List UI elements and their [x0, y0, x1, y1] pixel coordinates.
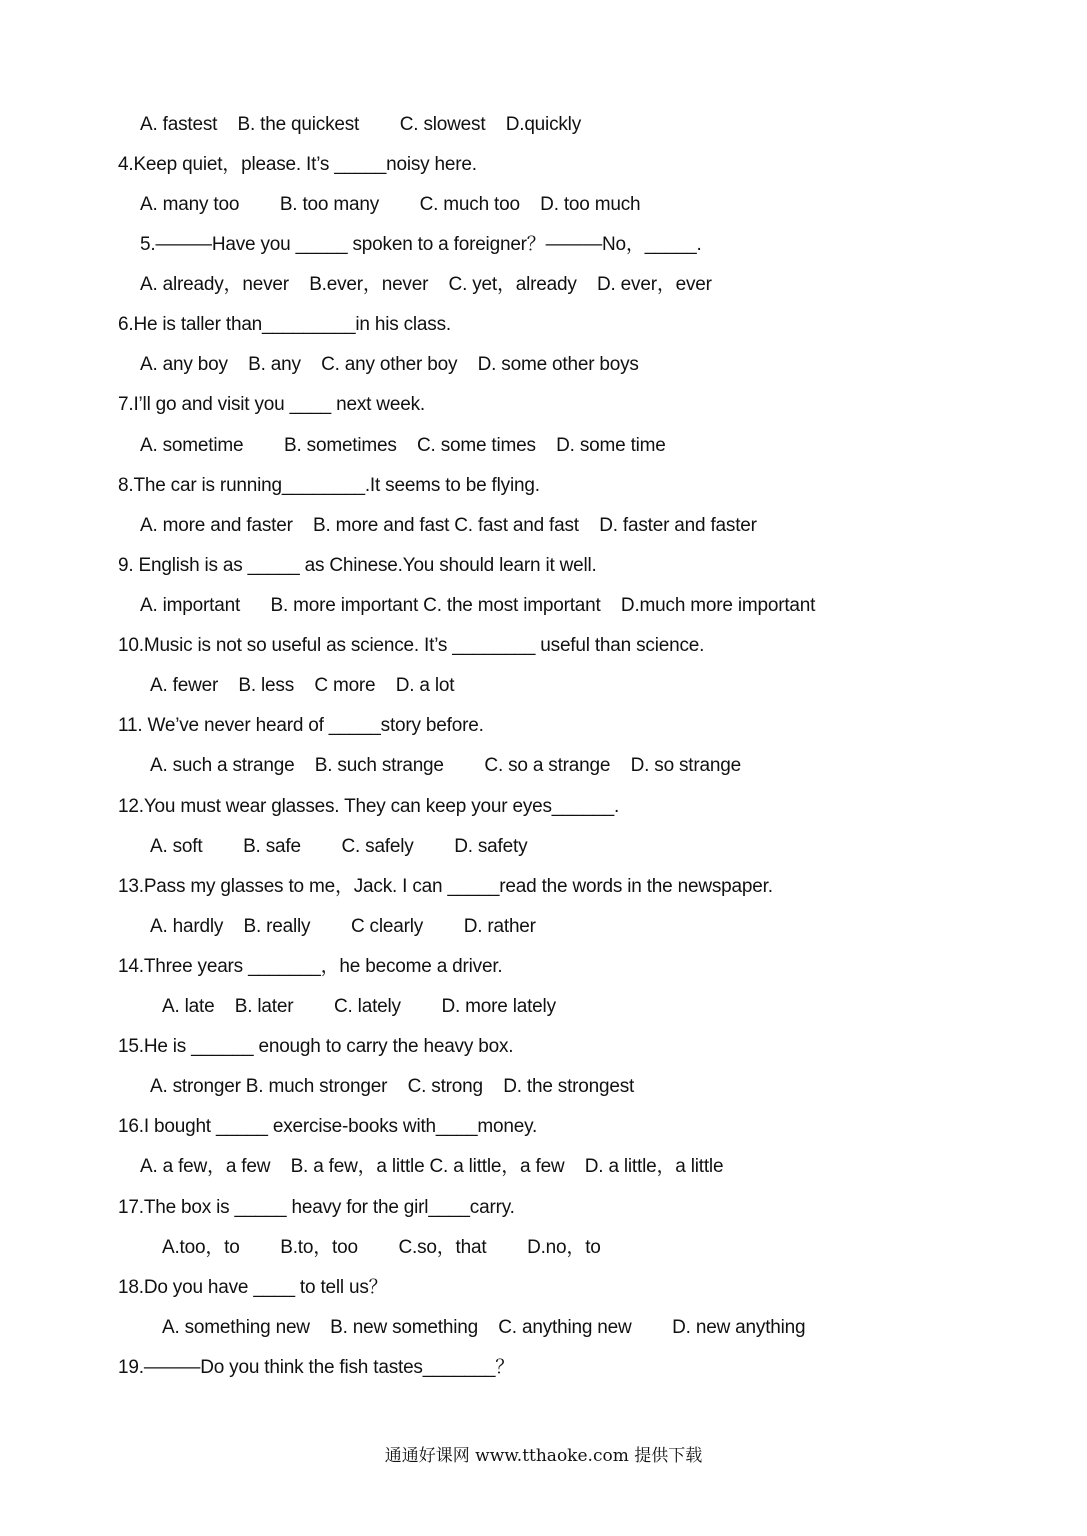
option-line-3: A. fastest B. the quickest C. slowest D.quickly	[140, 114, 581, 135]
option-line-6: A. any boy B. any C. any other boy D. some other boys	[140, 354, 639, 375]
option-line-13: A. hardly B. really C clearly D. rather	[150, 916, 536, 937]
question-4: 4.Keep quiet，please. It’s _____noisy here.	[118, 154, 477, 175]
option-line-4: A. many too B. too many C. much too D. too much	[140, 194, 641, 215]
question-8: 8.The car is running________.It seems to be flying.	[118, 475, 540, 496]
question-18: 18.Do you have ____ to tell us？	[118, 1277, 388, 1298]
question-9: 9. English is as _____ as Chinese.You should learn it well.	[118, 555, 597, 576]
option-line-17: A.too，to B.to，too C.so，that D.no，to	[162, 1237, 601, 1258]
option-line-10: A. fewer B. less C more D. a lot	[150, 675, 455, 696]
page-footer: 通通好课网 www.tthaoke.com 提供下载	[384, 1446, 703, 1466]
question-19: 19.———Do you think the fish tastes_______？	[118, 1357, 515, 1378]
option-line-18: A. something new B. new something C. anything new D. new anything	[162, 1317, 806, 1338]
option-line-7: A. sometime B. sometimes C. some times D. some time	[140, 435, 666, 456]
question-11: 11. We’ve never heard of _____story before.	[118, 715, 484, 736]
question-17: 17.The box is _____ heavy for the girl____carry.	[118, 1197, 515, 1218]
option-line-5: A. already，never B.ever，never C. yet，already D. ever，ever	[140, 274, 712, 295]
question-7: 7.I’ll go and visit you ____ next week.	[118, 394, 425, 415]
question-6: 6.He is taller than_________in his class.	[118, 314, 451, 335]
option-line-15: A. stronger B. much stronger C. strong D. the strongest	[150, 1076, 635, 1097]
question-16: 16.I bought _____ exercise-books with____money.	[118, 1116, 538, 1137]
option-line-16: A. a few，a few B. a few，a little C. a little，a few D. a little，a little	[140, 1156, 724, 1177]
option-line-14: A. late B. later C. lately D. more lately	[162, 996, 556, 1017]
question-13: 13.Pass my glasses to me，Jack. I can _____read the words in the newspaper.	[118, 876, 773, 897]
question-10: 10.Music is not so useful as science. It’s ________ useful than science.	[118, 635, 705, 656]
question-5: 5.———Have you _____ spoken to a foreigner？———No，_____.	[140, 234, 702, 255]
option-line-9: A. important B. more important C. the most important D.much more important	[140, 595, 816, 616]
question-12: 12.You must wear glasses. They can keep your eyes______.	[118, 796, 620, 817]
option-line-11: A. such a strange B. such strange C. so a strange D. so strange	[150, 755, 741, 776]
option-line-12: A. soft B. safe C. safely D. safety	[150, 836, 528, 857]
question-15: 15.He is ______ enough to carry the heavy box.	[118, 1036, 514, 1057]
question-14: 14.Three years _______，he become a driver.	[118, 956, 503, 977]
option-line-8: A. more and faster B. more and fast C. fast and fast D. faster and faster	[140, 515, 757, 536]
